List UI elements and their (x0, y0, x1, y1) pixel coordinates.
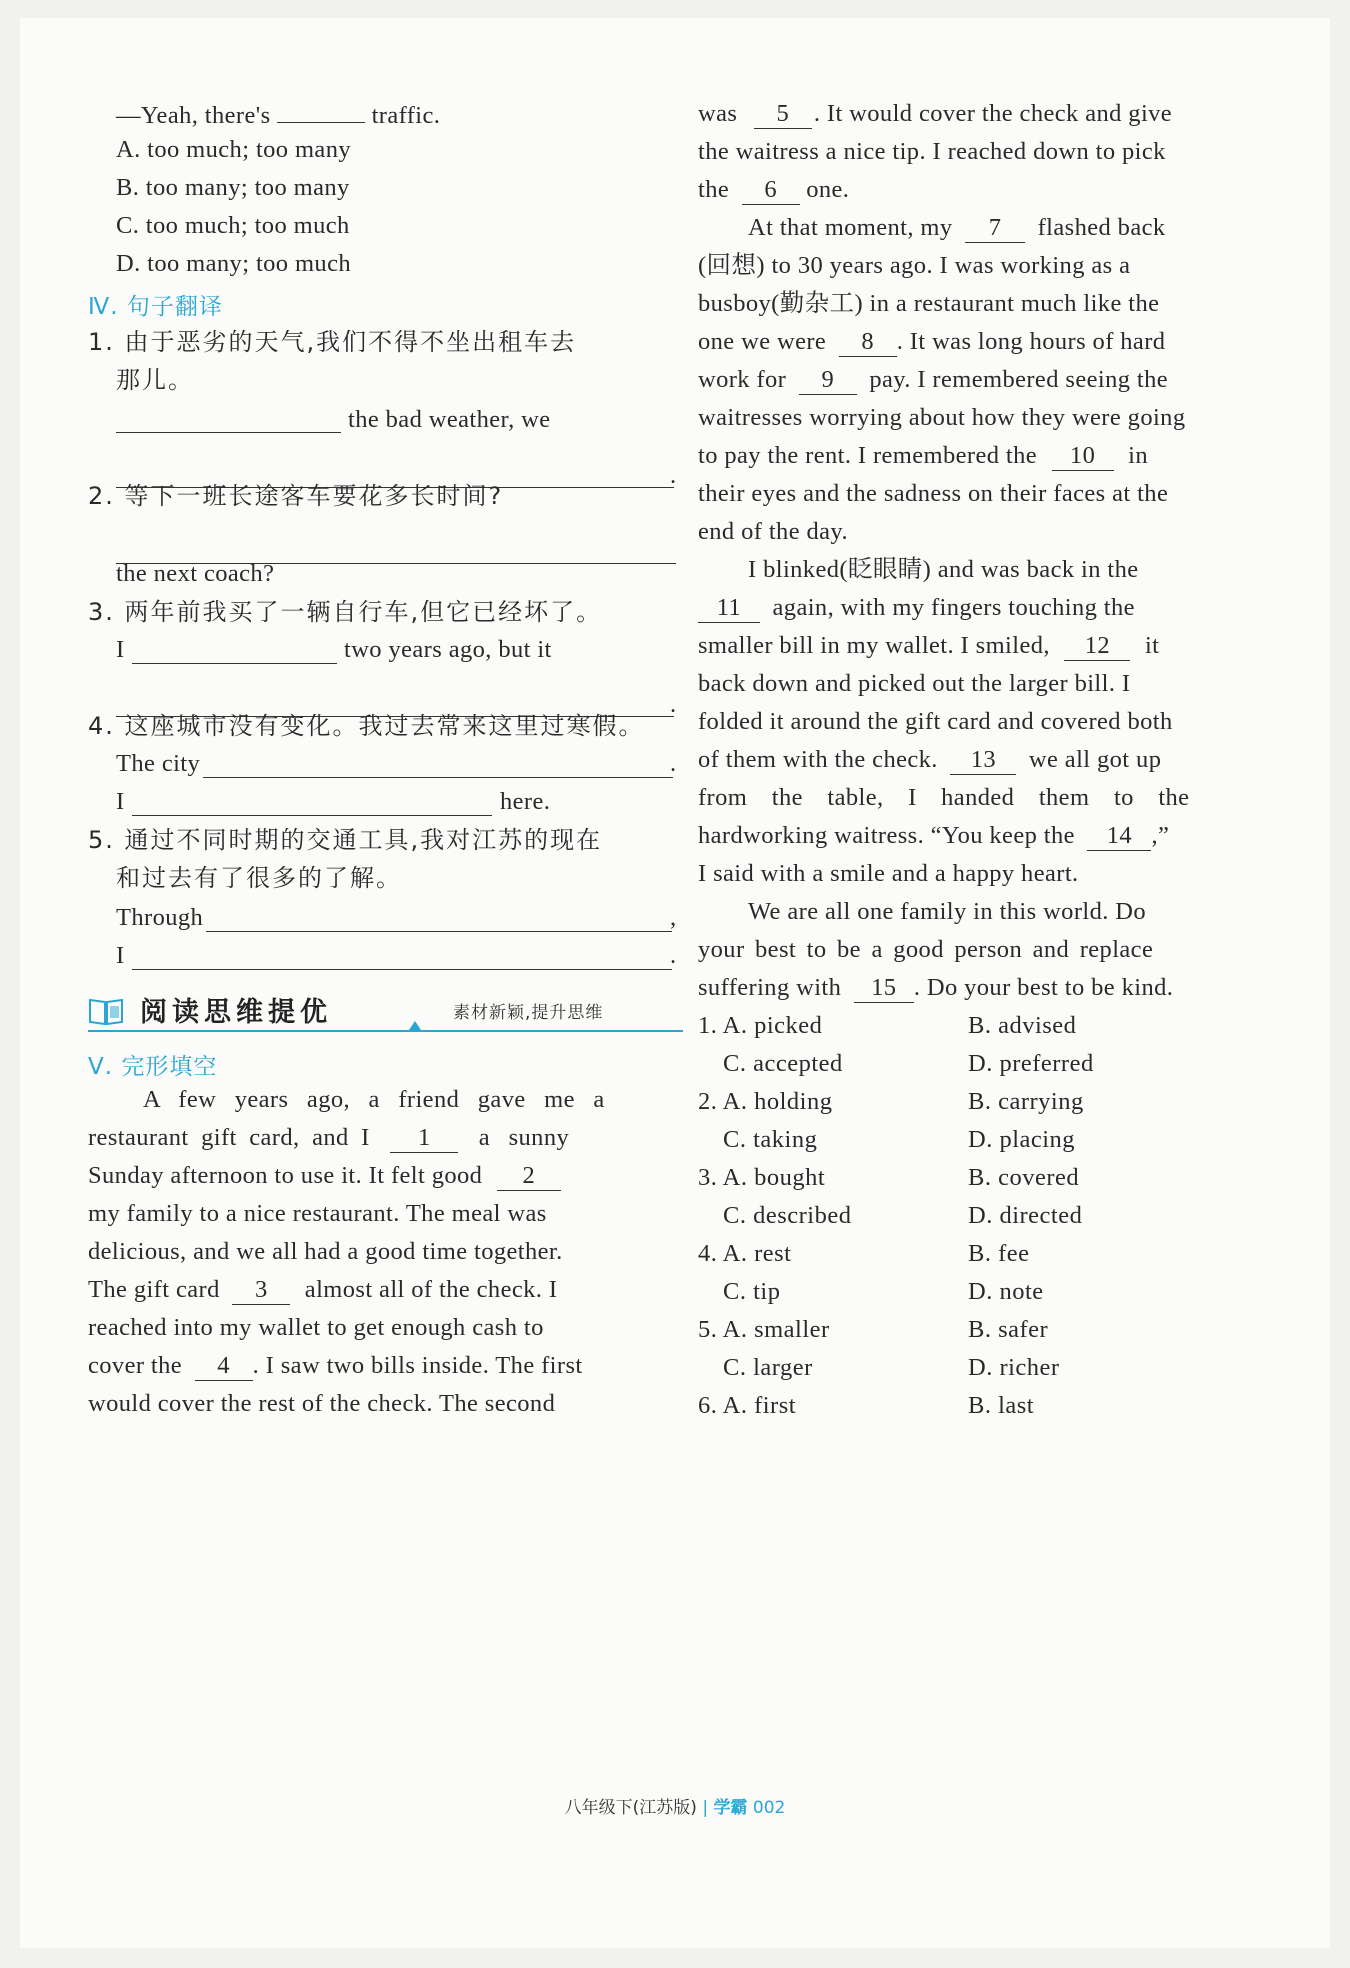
choice-option[interactable]: C. accepted (723, 1050, 843, 1077)
banner-subtitle: 素材新颖,提升思维 (453, 1003, 604, 1023)
choice-option[interactable]: 4. A. rest (698, 1240, 792, 1267)
choice-option[interactable]: C. described (723, 1202, 852, 1229)
blank-6[interactable]: 6 (742, 174, 800, 205)
choice-option[interactable]: B. advised (968, 1012, 1077, 1039)
blank-9[interactable]: 9 (799, 364, 857, 395)
blank-4[interactable]: 4 (195, 1350, 253, 1381)
blank-5[interactable]: 5 (754, 98, 812, 129)
brand-label: 学霸 (713, 1798, 748, 1818)
choice-option[interactable]: D. preferred (968, 1050, 1094, 1077)
blank-3[interactable]: 3 (232, 1274, 290, 1305)
translate-5-blank-b[interactable] (132, 967, 672, 970)
translate-1-cn-cont: 那儿。 (116, 366, 194, 394)
option-a: A. too much; too many (116, 136, 352, 163)
choice-option[interactable]: 5. A. smaller (698, 1316, 830, 1343)
choice-option[interactable]: 1. A. picked (698, 1012, 823, 1039)
choice-option[interactable]: D. note (968, 1278, 1044, 1305)
reading-banner (88, 988, 683, 1034)
choice-option[interactable]: C. tip (723, 1278, 781, 1305)
choice-option[interactable]: C. taking (723, 1126, 818, 1153)
choice-option[interactable]: B. last (968, 1392, 1035, 1419)
blank-15[interactable]: 15 (854, 972, 914, 1003)
answer-blank[interactable] (277, 92, 365, 123)
translate-4-blank-a[interactable] (203, 775, 673, 778)
page-number: 002 (752, 1798, 786, 1818)
blank-14[interactable]: 14 (1087, 820, 1151, 851)
choice-option[interactable]: D. directed (968, 1202, 1083, 1229)
grade-label: 八年级下(江苏版) (564, 1798, 697, 1818)
translate-2-cn: 2. 等下一班长途客车要花多长时间? (88, 482, 504, 510)
blank-8[interactable]: 8 (839, 326, 897, 357)
choice-option[interactable]: 6. A. first (698, 1392, 797, 1419)
translate-4-blank-b[interactable] (132, 813, 492, 816)
question-tail: —Yeah, there's traffic. (116, 92, 683, 132)
option-c: C. too much; too much (116, 212, 350, 239)
blank-10[interactable]: 10 (1052, 440, 1114, 471)
worksheet-page: —Yeah, there's traffic. A. too much; too many B. too many; too many C. too much; too much D. too many; too much Ⅳ. 句子翻译 1. 由于恶劣的天气,我们不得不坐出租车去 那儿。 the bad weather, we . 2. 等下一班长途客车要花多长时间? the next coach? 3. 两年前我买了一辆自行车,但它已经坏了。 I two years ago, but it . 4. 这座城市没有变化。我过去常来这里过寒假。 The city . I here. 5. 通过不同时期的交通工具,我对江苏的现在 和过去有了很多的了解。 Through , I . 阅读思维提优 素材新颖,提升思维 Ⅴ. 完形填空 A few years ago, a friend gave me a restaurant gift card, and I 1 a sunny Sunday afternoon to use it. It felt good 2 my family to a nice restaurant. The meal was delicious, and we all had a good time together. The gift card 3 almost all of the check. I reached into my wallet to get enough cash to cover the 4 . I saw two bills inside. The first would cover the rest of the check. The second was 5 . It would cover the check and give the waitress a nice tip. I reached down to pick the 6 one. At that moment, my 7 flashed back (回想) to 30 years ago. I was working as a busboy(勤杂工) in a restaurant much like the one we were 8 . It was long hours of hard work for 9 pay. I remembered seeing the waitresses worrying about how they were going to pay the rent. I remembered the 10 in their eyes and the sadness on their faces at the end of the day. I blinked(眨眼睛) and was back in the 11 again, with my fingers touching the smaller bill in my wallet. I smiled, 12 it back down and picked out the larger bill. I folded it around the gift card and covered both of them with the check. 13 we all got up from the table, I handed them to the hardworking waitress. “You keep the 14 ,” I said with a smile and a happy heart. We are all one family in this world. Do your best to be a good person and replace suffering with 15 . Do your best to be kind. 1. A. picked B. advised C. accepted D. preferred 2. A. holding B. carrying C. taking D. placing 3. A. bought B. covered C. described D. directed 4. A. rest B. fee C. tip D. note 5. A. smaller B. safer C. larger D. richer 6. A. first B. last 八年级下(江苏版) | 学霸 002 (20, 18, 1330, 1948)
triangle-icon (409, 1021, 421, 1030)
translate-1-en: the bad weather, we (348, 406, 551, 433)
banner-title: 阅读思维提优 (140, 997, 332, 1028)
translate-1-cn: 1. 由于恶劣的天气,我们不得不坐出租车去 (88, 328, 577, 356)
translate-2-en: the next coach? (116, 560, 275, 587)
translate-4-en: The city (116, 750, 201, 777)
translate-4-cn: 4. 这座城市没有变化。我过去常来这里过寒假。 (88, 712, 645, 740)
translate-5-blank-a[interactable] (206, 929, 672, 932)
translate-3-cn: 3. 两年前我买了一辆自行车,但它已经坏了。 (88, 598, 603, 626)
section-5-title: Ⅴ. 完形填空 (88, 1054, 218, 1080)
choice-option[interactable]: B. safer (968, 1316, 1049, 1343)
choice-option[interactable]: D. richer (968, 1354, 1060, 1381)
blank-7[interactable]: 7 (965, 212, 1025, 243)
blank-12[interactable]: 12 (1064, 630, 1130, 661)
translate-3-blank-a[interactable] (132, 661, 337, 664)
choice-option[interactable]: D. placing (968, 1126, 1076, 1153)
option-b: B. too many; too many (116, 174, 350, 201)
translate-3-en: two years ago, but it (344, 636, 552, 663)
translate-1-blank-a[interactable] (116, 430, 341, 433)
choice-option[interactable]: B. fee (968, 1240, 1030, 1267)
choice-option[interactable]: 2. A. holding (698, 1088, 833, 1115)
page-footer: 八年级下(江苏版) | 学霸 002 (564, 1798, 786, 1818)
blank-11[interactable]: 11 (698, 592, 760, 623)
blank-13[interactable]: 13 (950, 744, 1016, 775)
book-icon (88, 996, 124, 1026)
choice-option[interactable]: B. carrying (968, 1088, 1084, 1115)
translate-5-en: Through (116, 904, 204, 931)
blank-2[interactable]: 2 (497, 1160, 561, 1191)
translate-5-cn: 5. 通过不同时期的交通工具,我对江苏的现在 (88, 826, 603, 854)
choice-option[interactable]: 3. A. bought (698, 1164, 826, 1191)
choice-option[interactable]: C. larger (723, 1354, 813, 1381)
blank-1[interactable]: 1 (390, 1122, 458, 1153)
choice-option[interactable]: B. covered (968, 1164, 1080, 1191)
translate-5-cn-cont: 和过去有了很多的了解。 (116, 864, 402, 892)
section-4-title: Ⅳ. 句子翻译 (88, 294, 223, 320)
option-d: D. too many; too much (116, 250, 352, 277)
